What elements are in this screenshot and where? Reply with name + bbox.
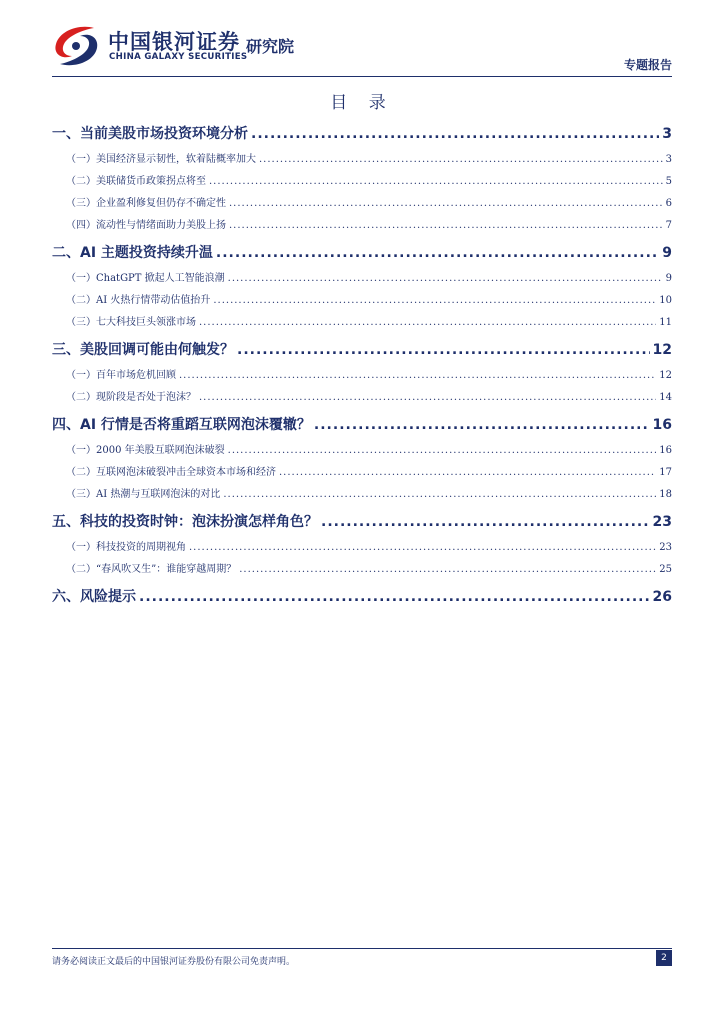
galaxy-logo-icon [50,24,102,68]
toc-dot-leader [321,510,650,534]
footer-divider [52,948,672,949]
toc-entry-page: 3 [662,126,672,142]
toc-chapter-entry[interactable] [52,241,672,265]
toc-entry-label: 一、当前美股市场投资环境分析 [52,126,248,142]
toc-section-entry[interactable] [52,268,672,290]
toc-entry-page: 16 [652,417,672,433]
toc-entry-label: （二）现阶段是否处于泡沫？ [66,392,196,403]
toc-chapter-entry[interactable] [52,122,672,146]
toc-entry-label: （三）企业盈利修复但仍存不确定性 [66,198,226,209]
toc-section-entry[interactable] [52,365,672,387]
toc-dot-leader [314,413,650,437]
toc-dot-leader [237,338,650,362]
header-divider [52,76,672,77]
toc-entry-label: 六、风险提示 [52,589,136,605]
toc-entry-label: （二）“春风吹又生”：谁能穿越周期？ [66,564,237,575]
toc-section-entry[interactable] [52,537,672,559]
toc-entry-label: （一）百年市场危机回顾 [66,370,176,381]
toc-entry-label: 二、AI 主题投资持续升温 [52,245,213,261]
toc-entry-label: （一）美国经济显示韧性，软着陆概率加大 [66,154,256,165]
toc-entry-label: （二）美联储货币政策拐点将至 [66,176,206,187]
toc-entry-page: 23 [652,514,672,530]
toc-entry-label: 三、美股回调可能由何触发？ [52,342,234,358]
toc-entry-label: （一）ChatGPT 掀起人工智能浪潮 [66,273,225,284]
toc-dot-leader [279,462,656,484]
table-of-contents [52,118,672,609]
toc-section-entry[interactable] [52,387,672,409]
page-number-badge: 2 [656,950,672,966]
toc-entry-page: 3 [665,154,672,165]
toc-entry-label: （二）互联网泡沫破裂冲击全球资本市场和经济 [66,467,276,478]
toc-entry-page: 18 [659,489,672,500]
toc-section-entry[interactable] [52,215,672,237]
toc-entry-page: 26 [652,589,672,605]
toc-section-entry[interactable] [52,312,672,334]
toc-dot-leader [228,268,663,290]
toc-dot-leader [239,559,656,581]
toc-chapter-entry[interactable] [52,585,672,609]
toc-title: 目 录 [330,93,394,113]
toc-section-entry[interactable] [52,462,672,484]
toc-entry-page: 12 [659,370,672,381]
toc-entry-page: 9 [665,273,672,284]
toc-dot-leader [199,387,656,409]
toc-entry-label: （一）2000 年美股互联网泡沫破裂 [66,445,225,456]
toc-dot-leader [199,312,656,334]
toc-chapter-entry[interactable] [52,338,672,362]
toc-dot-leader [213,290,656,312]
toc-entry-page: 23 [659,542,672,553]
toc-entry-page: 14 [659,392,672,403]
toc-section-entry[interactable] [52,440,672,462]
logo-chinese-name: 中国银河证券 [108,30,240,54]
toc-dot-leader [229,215,663,237]
logo-english-name: CHINA GALAXY SECURITIES [109,52,248,62]
toc-dot-leader [189,537,656,559]
toc-entry-page: 9 [662,245,672,261]
toc-chapter-entry[interactable] [52,510,672,534]
toc-entry-page: 11 [659,317,672,328]
toc-entry-label: （一）科技投资的周期视角 [66,542,186,553]
toc-section-entry[interactable] [52,149,672,171]
toc-dot-leader [209,171,663,193]
toc-entry-page: 10 [659,295,672,306]
toc-entry-page: 17 [659,467,672,478]
toc-dot-leader [259,149,663,171]
toc-dot-leader [229,193,663,215]
toc-dot-leader [179,365,656,387]
toc-entry-page: 25 [659,564,672,575]
toc-entry-label: 五、科技的投资时钟：泡沫扮演怎样角色？ [52,514,318,530]
toc-dot-leader [139,585,650,609]
toc-chapter-entry[interactable] [52,413,672,437]
toc-dot-leader [216,241,659,265]
toc-dot-leader [228,440,657,462]
toc-section-entry[interactable] [52,171,672,193]
toc-entry-page: 6 [665,198,672,209]
toc-section-entry[interactable] [52,484,672,506]
toc-entry-page: 12 [652,342,672,358]
toc-entry-label: （三）AI 热潮与互联网泡沫的对比 [66,489,221,500]
toc-section-entry[interactable] [52,193,672,215]
toc-entry-label: 四、AI 行情是否将重蹈互联网泡沫覆辙？ [52,417,311,433]
toc-entry-page: 16 [659,445,672,456]
toc-entry-page: 5 [665,176,672,187]
toc-entry-page: 7 [665,220,672,231]
toc-dot-leader [223,484,656,506]
page-header [0,0,724,80]
toc-entry-label: （二）AI 火热行情带动估值抬升 [66,295,211,306]
toc-entry-label: （三）七大科技巨头领涨市场 [66,317,196,328]
footer-disclaimer: 请务必阅读正文最后的中国银河证券股份有限公司免责声明。 [52,957,296,967]
toc-entry-label: （四）流动性与情绪面助力美股上扬 [66,220,226,231]
institute-name: 研究院 [246,37,295,56]
toc-section-entry[interactable] [52,290,672,312]
toc-dot-leader [251,122,659,146]
report-type-label: 专题报告 [623,58,672,72]
toc-section-entry[interactable] [52,559,672,581]
